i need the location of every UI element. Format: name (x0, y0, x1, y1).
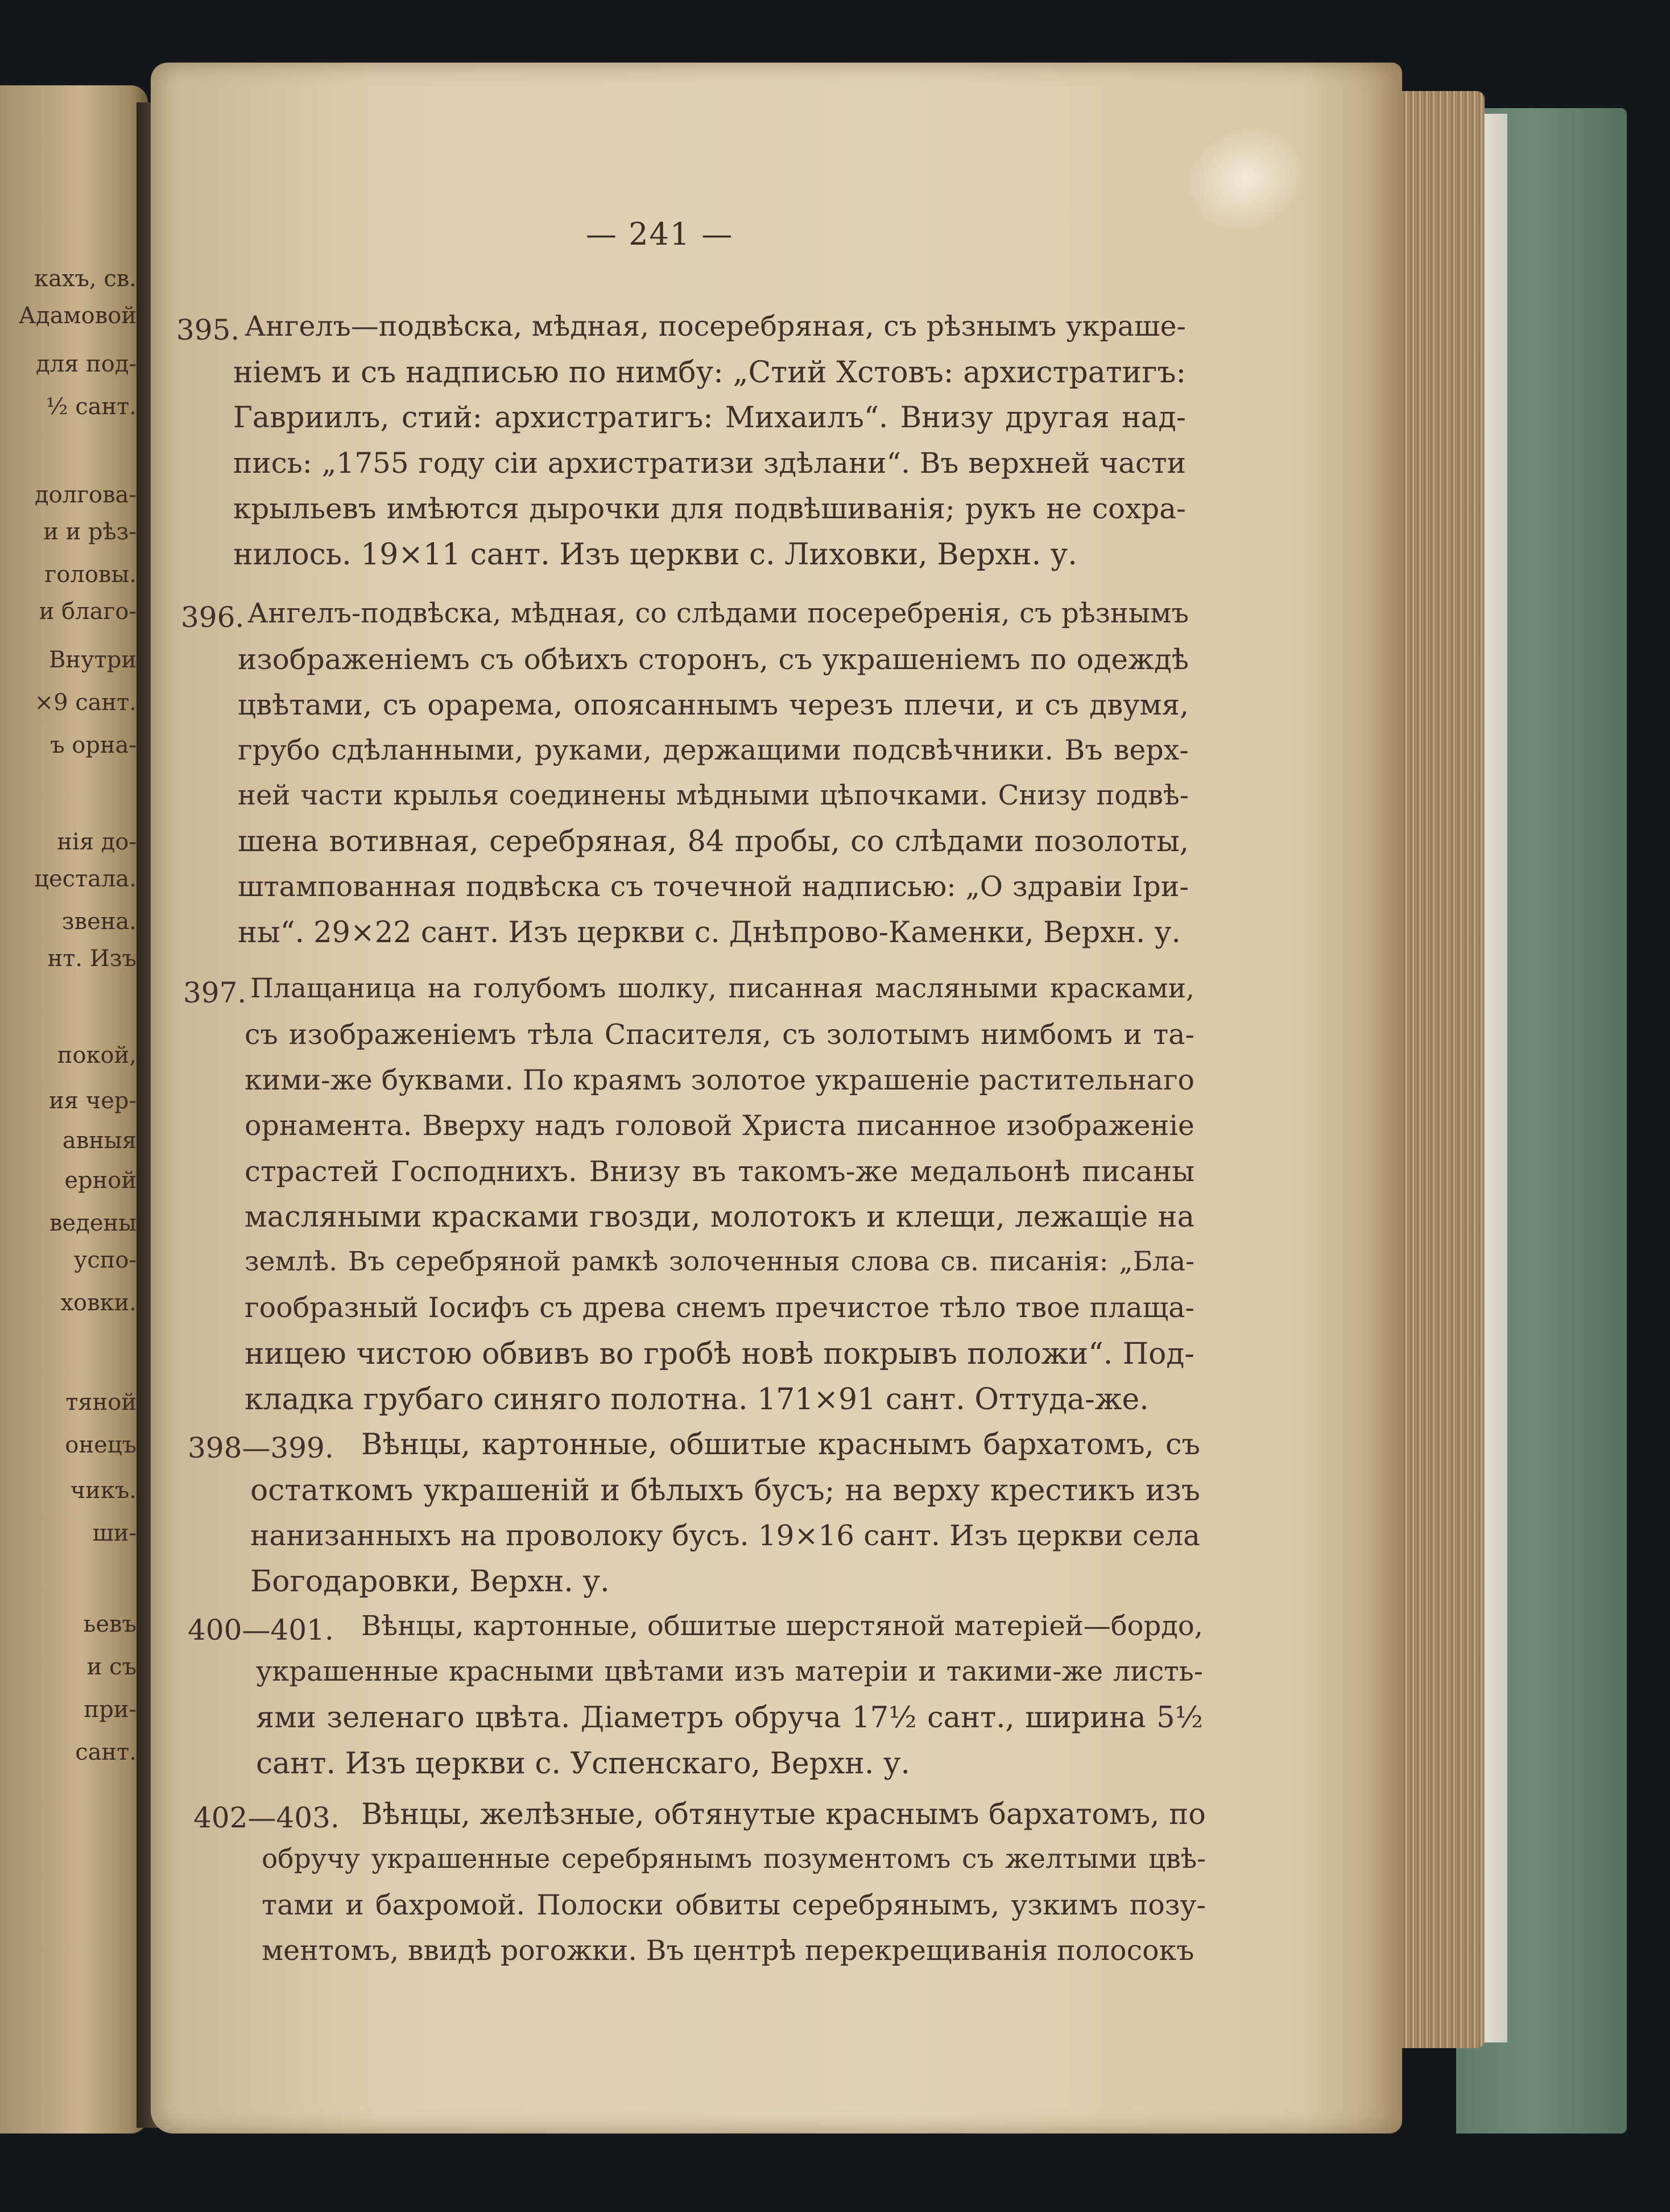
entry-text-line: Вѣнцы, картонные, обшитые краснымъ бархатомъ, съ (361, 1428, 1200, 1462)
entry-number: 400—401. (188, 1613, 334, 1646)
left-page-fragment: ши- (92, 1520, 137, 1546)
left-page-fragment: чикъ. (70, 1478, 137, 1504)
left-page-fragment: сант. (75, 1739, 137, 1765)
left-page-fragment: нія до- (57, 829, 137, 855)
entry-number: 402—403. (193, 1801, 340, 1834)
entry-text-line: Вѣнцы, картонные, обшитые шерстяной матеріей—бордо, (361, 1610, 1203, 1642)
left-page-fragment: головы. (44, 562, 137, 588)
entry-text-line: ніемъ и съ надписью по нимбу: „Стий Хстовъ: архистратигъ: (233, 356, 1186, 390)
entry-text-line: нилось. 19×11 сант. Изъ церкви с. Лиховки, Верхн. у. (233, 538, 1077, 572)
left-page-fragment: ведены (49, 1210, 137, 1236)
left-page-fragment: ьевъ (83, 1611, 137, 1637)
entry-text-line: сант. Изъ церкви с. Успенскаго, Верхн. у. (256, 1747, 911, 1781)
entry-text-line: кладка грубаго синяго полотна. 171×91 сант. Оттуда-же. (245, 1383, 1149, 1417)
left-page-fragment: авныя (62, 1128, 137, 1154)
left-page-fragment: онецъ (65, 1432, 137, 1458)
entry-text-line: остаткомъ украшеній и бѣлыхъ бусъ; на верху крестикъ изъ (250, 1474, 1200, 1508)
page-number: — 241 — (586, 216, 734, 252)
entry-text-line: Ангелъ-подвѣска, мѣдная, со слѣдами посеребренія, съ рѣзнымъ (247, 597, 1189, 629)
left-page-fragment: кахъ, св. (34, 266, 137, 292)
entry-text-line: Богодаровки, Верхн. у. (250, 1565, 610, 1599)
left-page-fragment: звена. (61, 909, 137, 935)
left-page-fragment: ×9 сант. (34, 690, 137, 716)
entry-text-line: съ изображеніемъ тѣла Спасителя, съ золотымъ нимбомъ и та- (245, 1018, 1194, 1051)
left-page-fragment: для под- (36, 351, 137, 377)
entry-text-line: ны“. 29×22 сант. Изъ церкви с. Днѣпрово-Каменки, Верхн. у. (238, 916, 1181, 950)
entry-text-line: шена вотивная, серебряная, 84 пробы, со слѣдами позолоты, (238, 825, 1189, 859)
entry-text-line: крыльевъ имѣются дырочки для подвѣшиванія; рукъ не сохра- (233, 492, 1186, 525)
entry-text-line: Плащаница на голубомъ шолку, писанная масляными красками, (250, 973, 1194, 1004)
entry-text-line: ями зеленаго цвѣта. Діаметръ обруча 17½ сант., ширина 5½ (256, 1701, 1203, 1735)
left-page-fragment: и и рѣз- (43, 519, 137, 545)
entry-text-line: обручу украшенные серебрянымъ позументомъ съ желтыми цвѣ- (262, 1843, 1206, 1875)
left-page-fragment: успо- (73, 1247, 137, 1273)
entry-text-line: тами и бахромой. Полоски обвиты серебрянымъ, узкимъ позу- (262, 1889, 1206, 1921)
entry-text-line: страстей Господнихъ. Внизу въ такомъ-же медальонѣ писаны (245, 1155, 1194, 1188)
entry-text-line: Вѣнцы, желѣзные, обтянутые краснымъ бархатомъ, по (361, 1798, 1206, 1831)
entry-text-line: кими-же буквами. По краямъ золотое украшеніе растительнаго (245, 1064, 1194, 1096)
entry-text-line: цвѣтами, съ орарема, опоясаннымъ черезъ плечи, и съ двумя, (238, 688, 1189, 721)
entry-text-line: орнамента. Вверху надъ головой Христа писанное изображеніе (245, 1109, 1194, 1142)
entry-text-line: гообразный Іосифъ съ древа снемъ пречистое тѣло твое плаща- (245, 1291, 1194, 1324)
left-page-fragment: долгова- (34, 482, 137, 508)
entry-text-line: грубо сдѣланными, руками, держащими подсвѣчники. Въ верх- (238, 734, 1189, 766)
left-page-fragment: ия чер- (49, 1088, 137, 1114)
entry-text-line: штампованная подвѣска съ точечной надписью: „О здравіи Іри- (238, 870, 1189, 903)
left-page-fragment: нт. Изъ (47, 946, 137, 972)
entry-text-line: нанизанныхъ на проволоку бусъ. 19×16 сант. Изъ церкви села (250, 1519, 1200, 1552)
left-page-fragment: Внутри (49, 647, 137, 673)
left-page-fragment: цестала. (34, 866, 137, 892)
entry-text-line: масляными красками гвозди, молотокъ и клещи, лежащіе на (245, 1200, 1194, 1234)
entry-number: 395. (176, 313, 240, 346)
entry-text-line: Гавриилъ, стий: архистратигъ: Михаилъ“. Внизу другая над- (233, 401, 1186, 435)
left-page-fragment: Адамовой (18, 303, 137, 329)
entry-text-line: украшенные красными цвѣтами изъ матеріи и такими-же листь- (256, 1656, 1203, 1687)
left-page-fragment: ½ сант. (46, 394, 137, 420)
entry-number: 397. (183, 976, 247, 1009)
entry-number: 398—399. (188, 1431, 334, 1464)
entry-text-line: ней части крылья соединены мѣдными цѣпочками. Снизу подвѣ- (238, 779, 1189, 811)
entry-text-line: изображеніемъ съ обѣихъ сторонъ, съ украшеніемъ по одеждѣ (238, 643, 1189, 676)
entry-text-line: ментомъ, ввидѣ рогожки. Въ центрѣ перекрещиванія полосокъ (262, 1934, 1194, 1967)
left-page-fragment: и благо- (39, 599, 137, 625)
entry-number: 396. (181, 601, 245, 634)
entry-text-line: ницею чистою обвивъ во гробѣ новѣ покрывъ положи“. Под- (245, 1337, 1194, 1371)
entry-text-line: землѣ. Въ серебряной рамкѣ золоченныя слова св. писанія: „Бла- (245, 1246, 1194, 1277)
left-page-fragment: ъ орна- (50, 732, 137, 758)
entry-text-line: пись: „1755 году сіи архистратизи здѣлани“. Въ верхней части (233, 447, 1186, 480)
left-page-fragment: и съ (86, 1654, 137, 1680)
left-page-fragment: ерной (64, 1167, 137, 1194)
left-page-fragment: тяной (65, 1389, 137, 1415)
left-page-fragment: при- (84, 1697, 137, 1723)
entry-text-line: Ангелъ—подвѣска, мѣдная, посеребряная, съ рѣзнымъ украше- (245, 310, 1186, 342)
left-page-fragment: ховки. (60, 1290, 137, 1316)
left-page-fragment: покой, (57, 1042, 137, 1068)
